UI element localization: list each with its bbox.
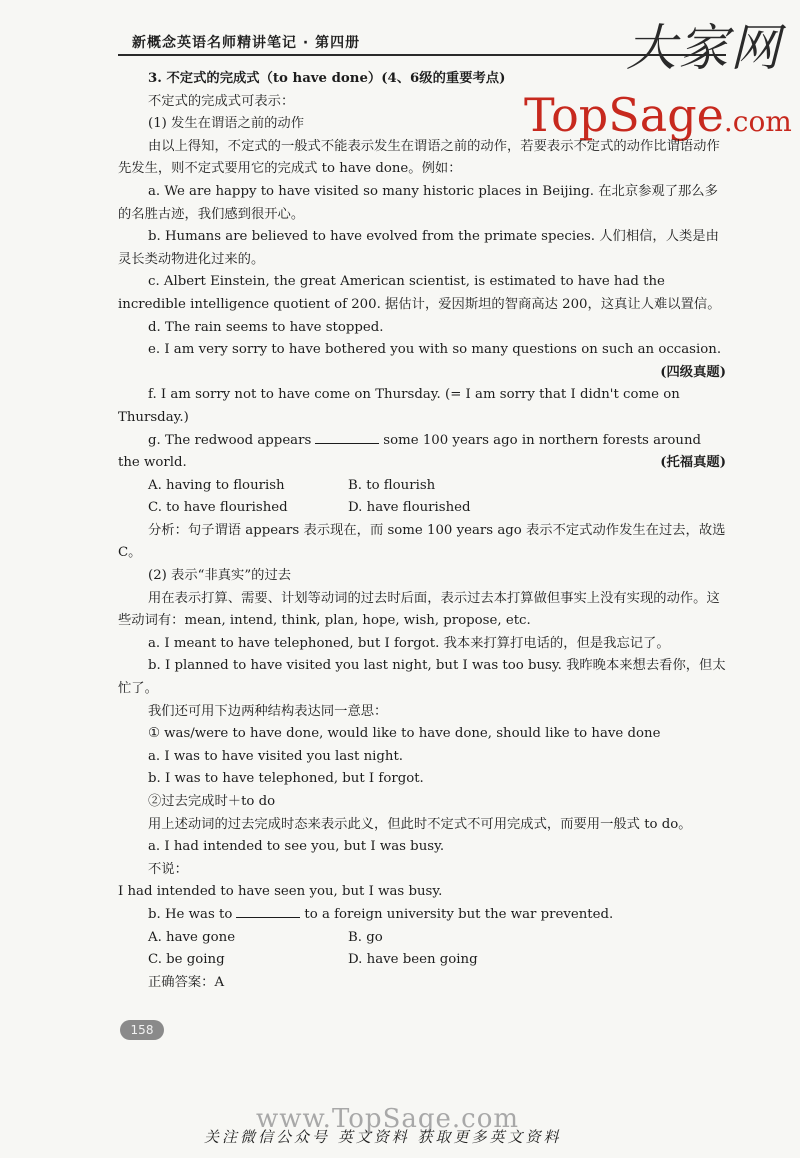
footer-watermark-url: www.TopSage.com	[256, 1104, 520, 1134]
text-line: b. I was to have telephoned, but I forgot.	[148, 771, 424, 787]
correct-answer: 正确答案：A	[148, 974, 225, 990]
paragraphs-part-2	[118, 520, 726, 904]
text-line: ① was/were to have done, would like to have done, should like to have done	[148, 726, 661, 742]
text-line: e. I am very sorry to have bothered you with so many questions on such an occasion.	[148, 342, 722, 358]
options-row-1: A. having to flourish B. to flourish	[148, 477, 436, 493]
text-line: 由以上得知，不定式的一般式不能表示发生在谓语之前的动作，若要表示不定式的动作比谓语动作先发生，则不定式要用它的完成式 to have done。例如：	[118, 138, 720, 177]
text-line: 用上述动词的过去完成时态来表示此义，但此时不定式不可用完成式，而要用一般式 to do。	[148, 816, 692, 832]
footer-note: 关注微信公众号 英文资料 获取更多英文资料	[204, 1128, 562, 1146]
text-line: 用在表示打算、需要、计划等动词的过去时后面，表示过去本打算做但事实上没有实现的动作。这些动词有：mean, intend, think, plan, hope, wish, propose, etc.	[118, 590, 720, 629]
text-line: 不说：	[148, 861, 188, 877]
text-line: 分析：句子谓语 appears 表示现在，而 some 100 years ago 表示不定式动作发生在过去，故选 C。	[118, 522, 726, 561]
document-body	[118, 68, 726, 994]
text-line: a. I meant to have telephoned, but I forgot. 我本来打算打电话的，但是我忘记了。	[148, 635, 670, 651]
text-line: b. I planned to have visited you last night, but I was too busy. 我昨晚本来想去看你，但太忙了。	[118, 658, 726, 697]
text-line: 我们还可用下边两种结构表达同一意思：	[148, 703, 388, 719]
text-line: c. Albert Einstein, the great American scientist, is estimated to have had the incredible intelligence quotient of 200. 据估计，爱因斯坦的智商高达 200，这真让人难以置信。	[118, 274, 721, 312]
answer-blank	[315, 431, 379, 444]
page-header-title: 新概念英语名师精讲笔记 · 第四册	[132, 35, 361, 51]
options-row-2: C. to have flourished D. have flourished	[148, 500, 471, 516]
text-line: (2) 表示“非真实”的过去	[148, 568, 292, 584]
answer-blank	[236, 905, 300, 918]
watermark-logo-cn: 大家网	[626, 19, 782, 77]
text-line: ②过去完成时＋to do	[148, 794, 276, 809]
text-line: 不定式的完成式可表示：	[148, 93, 295, 109]
text-line: (1) 发生在谓语之前的动作	[148, 116, 305, 132]
text-line: a. I was to have visited you last night.	[148, 748, 404, 764]
text-line: a. I had intended to see you, but I was busy.	[148, 839, 445, 855]
question-g: g. The redwood appears some 100 years ago in northern forests around the world.	[118, 432, 702, 471]
text-line: 3. 不定式的完成式（to have done）(4、6级的重要考点)	[148, 71, 506, 86]
text-line: (四级真题)	[660, 364, 726, 380]
logo-dotcom: .com	[723, 105, 792, 138]
options-row-3: A. have gone B. go	[148, 929, 383, 945]
text-line: b. Humans are believed to have evolved from the primate species. 人们相信，人类是由灵长类动物进化过来的。	[118, 229, 719, 267]
options-row-4: C. be going D. have been going	[148, 952, 478, 968]
text-line: I had intended to have seen you, but I was busy.	[118, 884, 443, 900]
page-number: 158	[120, 1020, 164, 1040]
logo-topsage: TopSage	[524, 88, 724, 142]
question-b: b. He was to to a foreign university but the war prevented.	[148, 906, 614, 922]
text-line: a. We are happy to have visited so many historic places in Beijing. 在北京参观了那么多的名胜古迹，我们感到很开心。	[118, 183, 718, 222]
paragraphs-part-1	[118, 68, 726, 430]
question-g-source: (托福真题)	[660, 455, 726, 471]
text-line: f. I am sorry not to have come on Thursday. (= I am sorry that I didn't come on Thursday.)	[118, 387, 680, 425]
text-line: d. The rain seems to have stopped.	[148, 319, 384, 335]
